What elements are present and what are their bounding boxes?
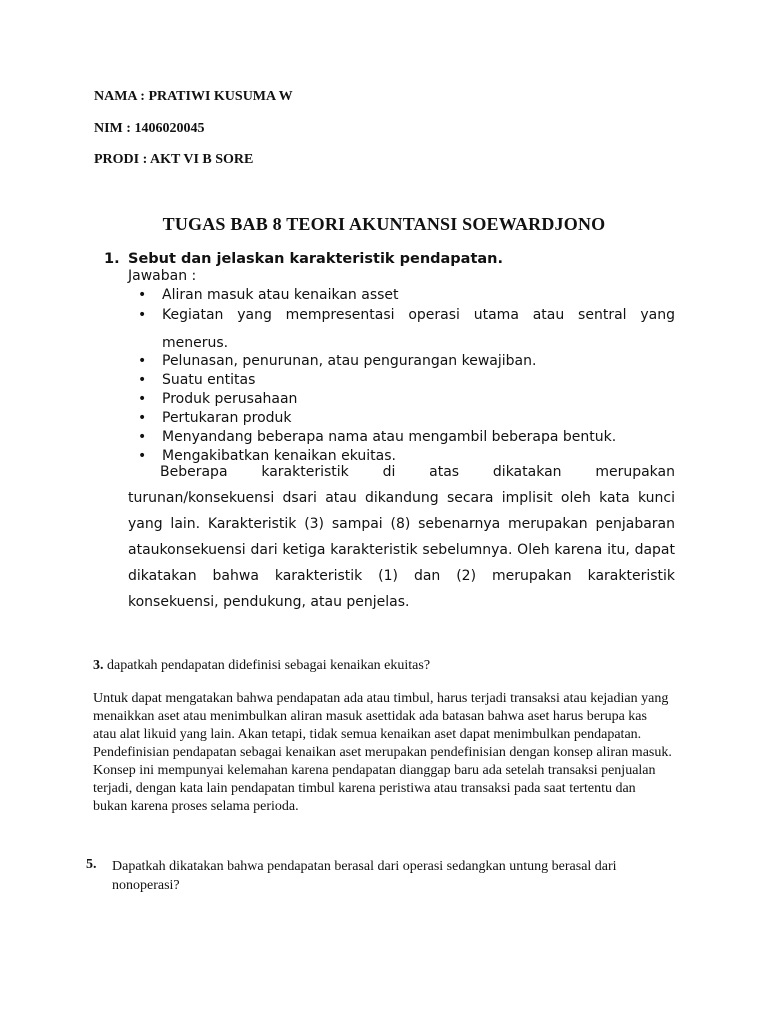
student-name-label: NAMA :	[94, 89, 149, 104]
list-item: • Pertukaran produk	[138, 409, 675, 428]
list-item: • Pelunasan, penurunan, atau pengurangan kewajiban.	[138, 352, 675, 371]
student-nim	[94, 121, 204, 137]
question-1-number: 1.	[104, 251, 120, 267]
student-prodi-label: PRODI :	[94, 152, 150, 167]
student-name	[94, 89, 293, 105]
question-3-answer: Untuk dapat mengatakan bahwa pendapatan ada atau timbul, harus terjadi transaksi atau kejadian yang menaikkan aset atau menimbulkan aliran masuk asettidak ada batasan bahwa aset harus berupa kas atau alat likuid yang lain. Akan tetapi, tidak semua kenaikan aset dapat menimbulkan pendapatan. Pendefinisian pendapatan sebagai kenaikan aset merupakan pendefinisian dengan konsep aliran masuk. Konsep ini mempunyai kelemahan karena pendapatan dianggap baru ada setelah transaksi penjualan terjadi, dengan kata lain pendapatan timbul karena peristiwa atau transaksi pada saat tertentu dan bukan karena proses selama perioda.	[93, 691, 672, 814]
student-name-value: PRATIWI KUSUMA W	[148, 89, 293, 104]
list-item: • Mengakibatkan kenaikan ekuitas.	[138, 447, 675, 466]
characteristics-explanation: Beberapa karakteristik di atas dikatakan merupakan turunan/konsekuensi dsari atau dikandung secara implisit oleh kata kunci yang lain. Karakteristik (3) sampai (8) sebenarnya merupakan penjabaran ataukonsekuensi dari ketiga karakteristik sebelumnya. Oleh karena itu, dapat dikatakan bahwa karakteristik (1) dan (2) merupakan karakteristik konsekuensi, pendukung, atau penjelas.	[128, 464, 675, 610]
question-5-number: 5.	[86, 857, 97, 872]
list-item: • Aliran masuk atau kenaikan asset	[138, 286, 675, 305]
student-nim-label: NIM :	[94, 121, 135, 136]
document-title: TUGAS BAB 8 TEORI AKUNTANSI SOEWARDJONO	[162, 214, 606, 234]
characteristics-list	[138, 286, 675, 466]
student-prodi-value: AKT VI B SORE	[150, 152, 254, 167]
student-prodi	[94, 152, 253, 168]
list-item: • Kegiatan yang mempresentasi operasi utama atau sentral yang menerus.	[138, 301, 675, 357]
list-item: • Produk perusahaan	[138, 390, 675, 409]
question-3-number: 3.	[93, 658, 104, 673]
list-item: • Menyandang beberapa nama atau mengambil beberapa bentuk.	[138, 428, 675, 447]
answer-label: Jawaban :	[128, 268, 197, 284]
list-item: • Suatu entitas	[138, 371, 675, 390]
question-5-text: Dapatkah dikatakan bahwa pendapatan berasal dari operasi sedangkan untung berasal dari nonoperasi?	[112, 859, 617, 893]
question-3-text: dapatkah pendapatan didefinisi sebagai kenaikan ekuitas?	[103, 658, 431, 673]
question-1-text: Sebut dan jelaskan karakteristik pendapatan.	[128, 251, 504, 267]
question-3	[93, 658, 430, 674]
student-nim-value: 1406020045	[134, 121, 205, 136]
